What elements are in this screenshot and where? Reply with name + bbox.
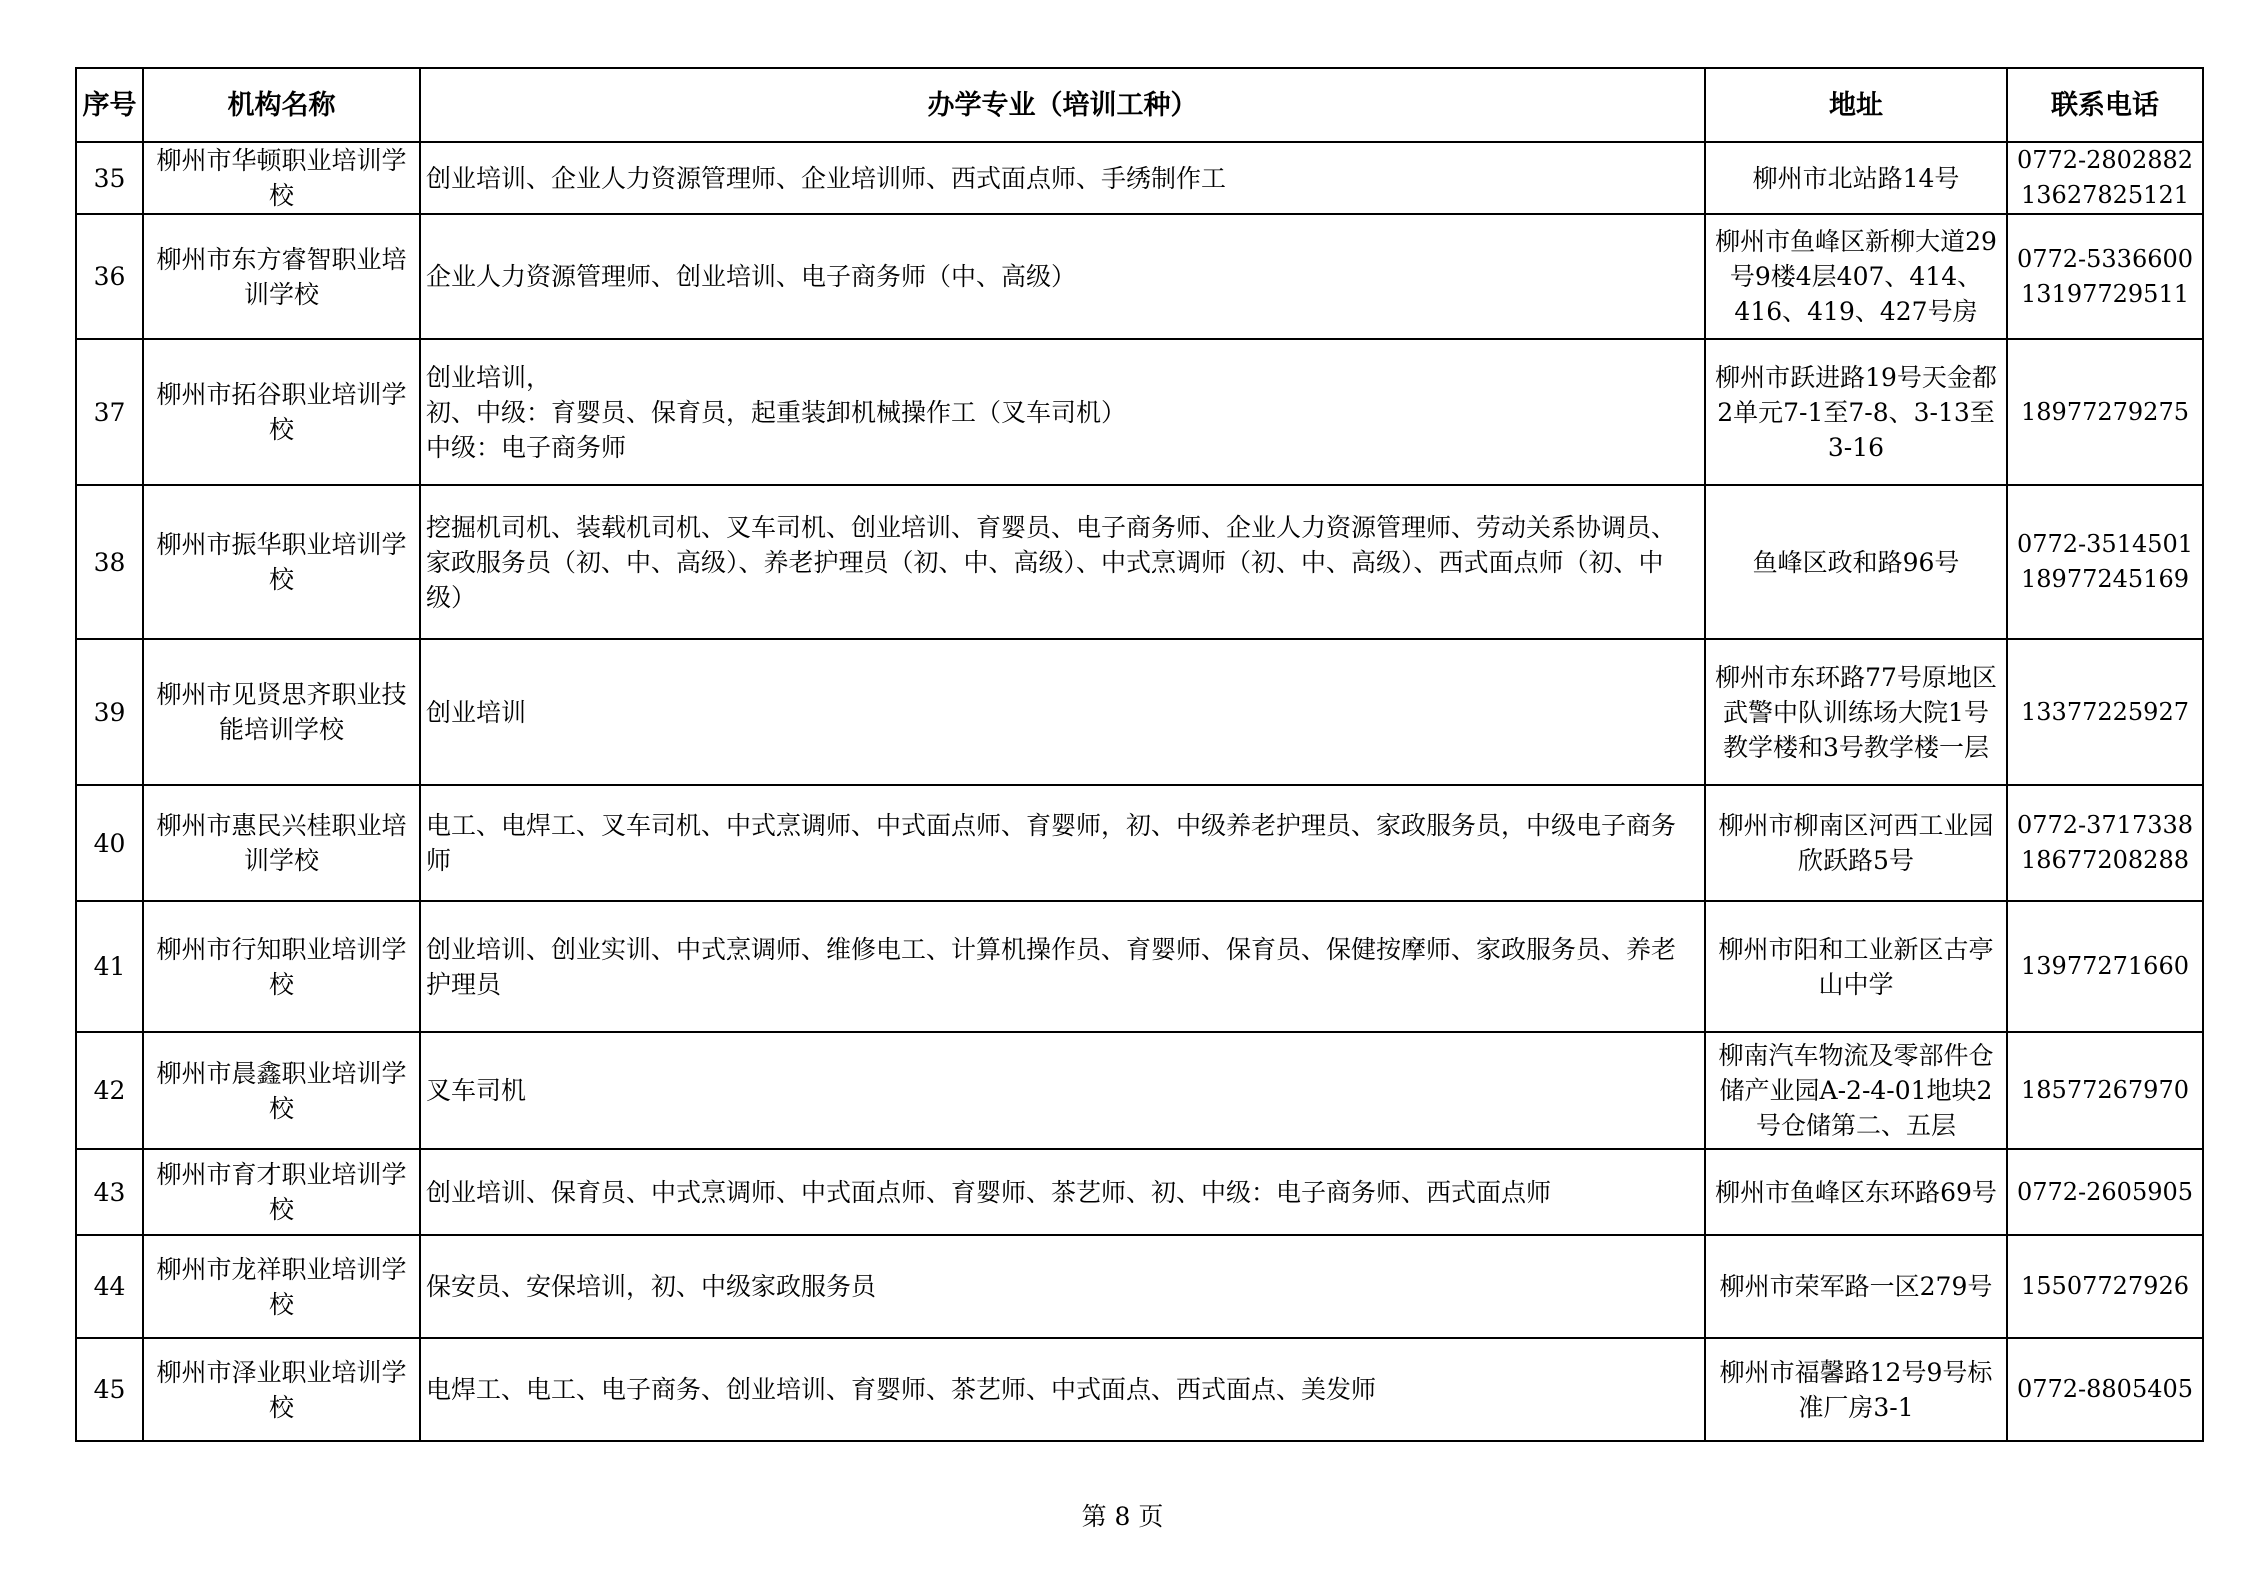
row-no: 39 — [76, 639, 143, 785]
table-row — [76, 1338, 2203, 1441]
table-row — [76, 214, 2203, 339]
row-name: 柳州市拓谷职业培训学校 — [143, 339, 420, 485]
table-row — [76, 1149, 2203, 1235]
training-institutions-table — [75, 67, 2204, 1442]
row-phone: 18977279275 — [2007, 339, 2203, 485]
row-phone: 0772-2802882 13627825121 — [2007, 142, 2203, 214]
page-number: 第 8 页 — [1081, 1502, 1164, 1531]
row-name: 柳州市华顿职业培训学校 — [143, 142, 420, 214]
table-row — [76, 485, 2203, 639]
row-no: 36 — [76, 214, 143, 339]
row-name: 柳州市东方睿智职业培训学校 — [143, 214, 420, 339]
table-row — [76, 142, 2203, 214]
row-no: 40 — [76, 785, 143, 901]
row-no: 45 — [76, 1338, 143, 1441]
row-address: 柳南汽车物流及零部件仓储产业园A-2-4-01地块2号仓储第二、五层 — [1705, 1032, 2007, 1149]
header-phone: 联系电话 — [2007, 68, 2203, 142]
row-majors: 创业培训 — [420, 639, 1705, 785]
row-phone: 0772-3717338 18677208288 — [2007, 785, 2203, 901]
header-majors: 办学专业（培训工种） — [420, 68, 1705, 142]
table-row — [76, 901, 2203, 1032]
row-phone: 0772-5336600 13197729511 — [2007, 214, 2203, 339]
row-address: 柳州市鱼峰区新柳大道29号9楼4层407、414、416、419、427号房 — [1705, 214, 2007, 339]
row-phone: 18577267970 — [2007, 1032, 2203, 1149]
row-majors: 创业培训， 初、中级：育婴员、保育员，起重装卸机械操作工（叉车司机） 中级：电子商务师 — [420, 339, 1705, 485]
table-row — [76, 339, 2203, 485]
row-name: 柳州市振华职业培训学校 — [143, 485, 420, 639]
table-row — [76, 785, 2203, 901]
row-address: 鱼峰区政和路96号 — [1705, 485, 2007, 639]
row-majors: 挖掘机司机、装载机司机、叉车司机、创业培训、育婴员、电子商务师、企业人力资源管理师、劳动关系协调员、家政服务员（初、中、高级）、养老护理员（初、中、高级）、中式烹调师（初、中、高级）、西式面点师（初、中级） — [420, 485, 1705, 639]
row-majors: 创业培训、创业实训、中式烹调师、维修电工、计算机操作员、育婴师、保育员、保健按摩师、家政服务员、养老护理员 — [420, 901, 1705, 1032]
row-address: 柳州市鱼峰区东环路69号 — [1705, 1149, 2007, 1235]
row-phone: 15507727926 — [2007, 1235, 2203, 1338]
row-name: 柳州市泽业职业培训学校 — [143, 1338, 420, 1441]
row-majors: 叉车司机 — [420, 1032, 1705, 1149]
row-majors: 电焊工、电工、电子商务、创业培训、育婴师、茶艺师、中式面点、西式面点、美发师 — [420, 1338, 1705, 1441]
row-address: 柳州市北站路14号 — [1705, 142, 2007, 214]
row-no: 37 — [76, 339, 143, 485]
row-address: 柳州市荣军路一区279号 — [1705, 1235, 2007, 1338]
row-address: 柳州市阳和工业新区古亭山中学 — [1705, 901, 2007, 1032]
row-name: 柳州市晨鑫职业培训学校 — [143, 1032, 420, 1149]
row-majors: 企业人力资源管理师、创业培训、电子商务师（中、高级） — [420, 214, 1705, 339]
row-address: 柳州市跃进路19号天金都2单元7-1至7-8、3-13至3-16 — [1705, 339, 2007, 485]
row-phone: 13977271660 — [2007, 901, 2203, 1032]
row-name: 柳州市育才职业培训学校 — [143, 1149, 420, 1235]
row-name: 柳州市龙祥职业培训学校 — [143, 1235, 420, 1338]
row-name: 柳州市惠民兴桂职业培训学校 — [143, 785, 420, 901]
row-address: 柳州市福馨路12号9号标准厂房3-1 — [1705, 1338, 2007, 1441]
row-name: 柳州市见贤思齐职业技能培训学校 — [143, 639, 420, 785]
table-row — [76, 639, 2203, 785]
row-address: 柳州市柳南区河西工业园欣跃路5号 — [1705, 785, 2007, 901]
header-name: 机构名称 — [143, 68, 420, 142]
row-no: 38 — [76, 485, 143, 639]
table-header-row — [76, 68, 2203, 142]
row-majors: 保安员、安保培训，初、中级家政服务员 — [420, 1235, 1705, 1338]
row-no: 43 — [76, 1149, 143, 1235]
row-no: 42 — [76, 1032, 143, 1149]
row-phone: 13377225927 — [2007, 639, 2203, 785]
row-majors: 电工、电焊工、叉车司机、中式烹调师、中式面点师、育婴师，初、中级养老护理员、家政服务员，中级电子商务师 — [420, 785, 1705, 901]
row-phone: 0772-2605905 — [2007, 1149, 2203, 1235]
row-no: 35 — [76, 142, 143, 214]
row-majors: 创业培训、企业人力资源管理师、企业培训师、西式面点师、手绣制作工 — [420, 142, 1705, 214]
header-address: 地址 — [1705, 68, 2007, 142]
header-no: 序号 — [76, 68, 143, 142]
row-no: 44 — [76, 1235, 143, 1338]
row-address: 柳州市东环路77号原地区武警中队训练场大院1号教学楼和3号教学楼一层 — [1705, 639, 2007, 785]
row-majors: 创业培训、保育员、中式烹调师、中式面点师、育婴师、茶艺师、初、中级：电子商务师、西式面点师 — [420, 1149, 1705, 1235]
table-row — [76, 1032, 2203, 1149]
table-row — [76, 1235, 2203, 1338]
row-phone: 0772-8805405 — [2007, 1338, 2203, 1441]
row-name: 柳州市行知职业培训学校 — [143, 901, 420, 1032]
row-no: 41 — [76, 901, 143, 1032]
row-phone: 0772-3514501 18977245169 — [2007, 485, 2203, 639]
